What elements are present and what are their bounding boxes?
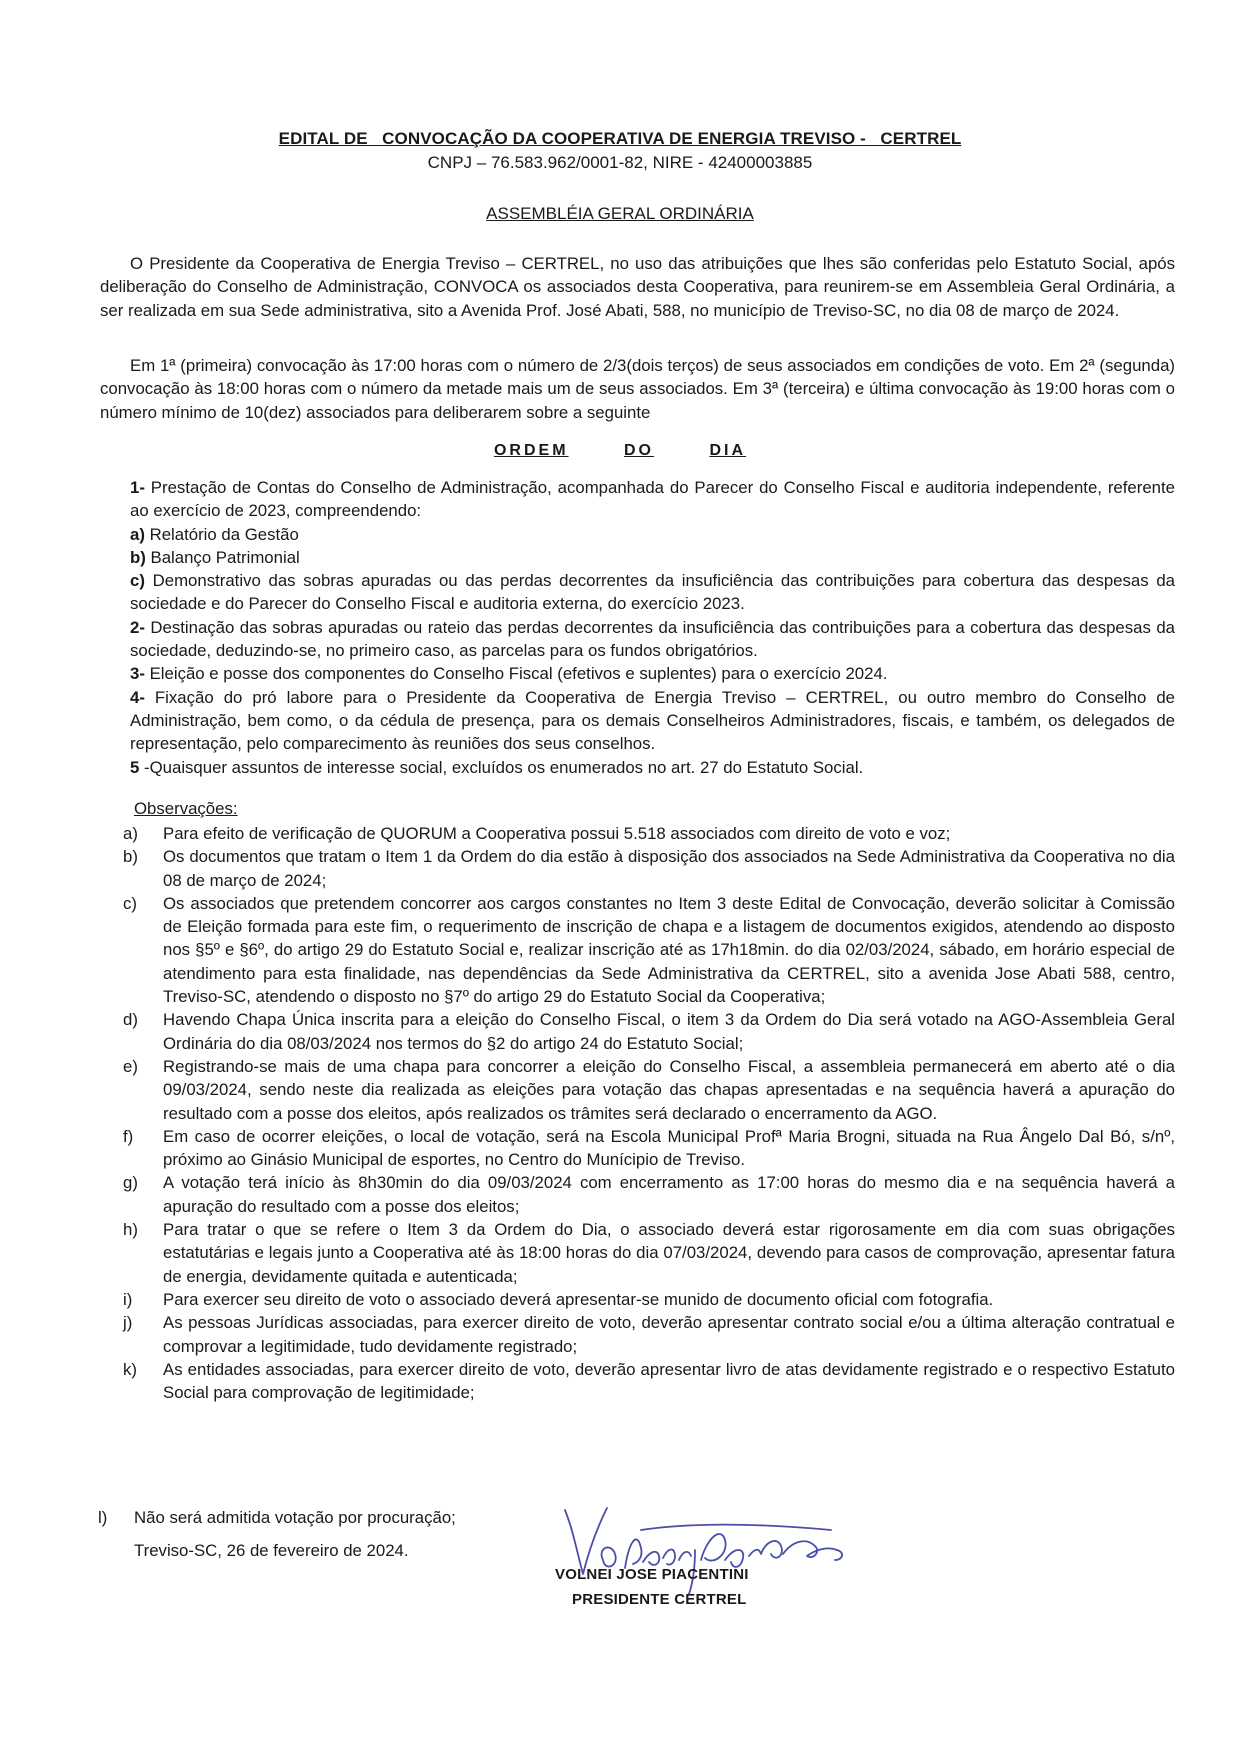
agenda-subitem-b bbox=[130, 546, 1175, 569]
agenda-heading bbox=[0, 442, 1240, 460]
observation-item bbox=[123, 1218, 1175, 1288]
agenda-subitem-letter: a) bbox=[130, 524, 145, 544]
place-and-date: Treviso-SC, 26 de fevereiro de 2024. bbox=[134, 1541, 409, 1560]
observation-item-last bbox=[98, 1508, 456, 1528]
agenda-subitem-a bbox=[130, 523, 1175, 546]
agenda-item-text: Prestação de Contas do Conselho de Administração, acompanhada do Parecer do Conselho Fiscal e auditoria independente, referente ao exercício de 2023, compreendendo: bbox=[130, 478, 1175, 521]
agenda-item-number: 4- bbox=[130, 687, 145, 707]
agenda-item-number: 1- bbox=[130, 478, 145, 497]
agenda-item-5 bbox=[130, 756, 1175, 779]
observation-item bbox=[123, 1008, 1175, 1055]
observations-title: Observações: bbox=[134, 799, 238, 818]
observation-letter: i) bbox=[123, 1289, 133, 1309]
agenda-heading-word: DO bbox=[624, 442, 654, 459]
agenda-items bbox=[130, 476, 1175, 779]
agenda-item-4 bbox=[130, 686, 1175, 756]
observation-letter: l) bbox=[98, 1508, 108, 1527]
agenda-subitem-letter: c) bbox=[130, 571, 145, 591]
observation-item bbox=[123, 845, 1175, 892]
observation-item bbox=[123, 822, 1175, 845]
observation-letter: f) bbox=[123, 1126, 134, 1146]
observation-letter: j) bbox=[123, 1313, 133, 1333]
observation-item bbox=[123, 1171, 1175, 1218]
agenda-subitem-text: Relatório da Gestão bbox=[144, 524, 299, 544]
observation-letter: d) bbox=[123, 1010, 138, 1030]
observation-text: A votação terá início às 8h30min do dia 09/03/2024 com encerramento as 17:00 horas do mesmo dia e na sequência haverá a apuração do resultado com a posse dos eleitos; bbox=[163, 1173, 1175, 1216]
agenda-item-text: -Quaisquer assuntos de interesse social, excluídos os enumerados no art. 27 do Estatuto Social. bbox=[139, 757, 864, 777]
agenda-heading-word: ORDEM bbox=[493, 442, 569, 459]
agenda-item-2 bbox=[130, 616, 1175, 663]
observation-item bbox=[123, 1311, 1175, 1358]
agenda-item-text: Destinação das sobras apuradas ou rateio das perdas decorrentes da insuficiência das contribuições para a cobertura das despesas da sociedade, deduzindo-se, no primeiro caso, as parcelas para os fundos obrigatórios. bbox=[130, 617, 1175, 661]
observation-text: Os documentos que tratam o Item 1 da Ordem do dia estão à disposição dos associados na Sede Administrativa da Cooperativa no dia 08 de março de 2024; bbox=[163, 847, 1175, 890]
agenda-item-number: 2- bbox=[130, 617, 145, 637]
observation-text: Para exercer seu direito de voto o associado deverá apresentar-se munido de documento oficial com fotografia. bbox=[163, 1289, 994, 1309]
observation-item bbox=[123, 1055, 1175, 1125]
agenda-subitem-c bbox=[130, 569, 1175, 616]
agenda-item-text: Fixação do pró labore para o Presidente da Cooperativa de Energia Treviso – CERTREL, ou outro membro do Conselho de Administração, bem como, o da cédula de presença, para os demais Conselheiros Administradores, fiscais, e também, os delegados de representação, pelo comparecimento às reuniões dos seus conselhos. bbox=[130, 687, 1175, 754]
registration-numbers: CNPJ – 76.583.962/0001-82, NIRE - 42400003885 bbox=[427, 153, 813, 172]
observation-item bbox=[123, 1125, 1175, 1172]
agenda-item-3 bbox=[130, 662, 1175, 685]
agenda-item-1 bbox=[130, 476, 1175, 523]
observation-text: Registrando-se mais de uma chapa para concorrer a eleição do Conselho Fiscal, a assembleia permanecerá em aberto até o dia 09/03/2024, sendo neste dia realizada as eleições para votação das chapas apresentadas e na sequência haverá a apuração do resultado com a posse dos eleitos, após realizados os trâmites será declarado o encerramento da AGO. bbox=[163, 1056, 1175, 1123]
observation-item bbox=[123, 892, 1175, 1008]
agenda-item-number: 3- bbox=[130, 664, 145, 684]
observation-text: Em caso de ocorrer eleições, o local de votação, será na Escola Municipal Profª Maria Brogni, situada na Rua Ângelo Dal Bó, s/nº, próximo ao Ginásio Municipal de esportes, no Centro do Munícipio de Treviso. bbox=[163, 1126, 1175, 1170]
observation-letter: h) bbox=[123, 1220, 138, 1240]
observation-item bbox=[123, 1288, 1175, 1311]
observation-item bbox=[123, 1358, 1175, 1405]
observation-text: Os associados que pretendem concorrer aos cargos constantes no Item 3 deste Edital de Convocação, deverão solicitar à Comissão de Eleição formada para este fim, o requerimento de inscrição de chapa e a listagem de documentos exigidos, atendendo ao disposto nos §5º e §6º, do artigo 29 do Estatuto Social e, realizar inscrição até as 17h18min. do dia 02/03/2024, sábado, em horário especial de atendimento para esta finalidade, nas dependências da Sede Administrativa da CERTREL, sito a avenida Jose Abati 588, centro, Treviso-SC, atendendo o disposto no §7º do artigo 29 do Estatuto Social da Cooperativa; bbox=[163, 893, 1175, 1007]
observation-text: Para efeito de verificação de QUORUM a Cooperativa possui 5.518 associados com direito de voto e voz; bbox=[163, 824, 951, 843]
observation-letter: c) bbox=[123, 893, 137, 913]
signatory-name: VOLNEI JOSE PIACENTINI bbox=[555, 1566, 749, 1583]
observation-letter: a) bbox=[123, 824, 138, 843]
observations-list bbox=[123, 822, 1175, 1404]
observation-letter: g) bbox=[123, 1173, 138, 1193]
observation-text: Para tratar o que se refere o Item 3 da Ordem do Dia, o associado deverá estar rigorosamente em dia com suas obrigações estatutárias e legais junto a Cooperativa até às 18:00 horas do dia 07/03/2024, devendo para casos de comprovação, apresentar fatura de energia, devidamente quitada e autenticada; bbox=[163, 1220, 1175, 1286]
agenda-subitem-letter: b) bbox=[130, 547, 146, 567]
observation-text: Havendo Chapa Única inscrita para a eleição do Conselho Fiscal, o item 3 da Ordem do Dia será votado na AGO-Assembleia Geral Ordinária do dia 08/03/2024 nos termos do §2 do artigo 24 do Estatuto Social; bbox=[163, 1010, 1175, 1053]
observation-text: Não será admitida votação por procuração; bbox=[134, 1508, 456, 1527]
observation-letter: k) bbox=[123, 1359, 137, 1379]
agenda-item-text: Eleição e posse dos componentes do Conselho Fiscal (efetivos e suplentes) para o exercício 2024. bbox=[144, 664, 888, 684]
handwritten-signature bbox=[545, 1490, 875, 1600]
document-title: EDITAL DE CONVOCAÇÃO DA COOPERATIVA DE ENERGIA TREVISO - CERTREL bbox=[278, 129, 962, 148]
agenda-subitem-text: Demonstrativo das sobras apuradas ou das perdas decorrentes da insuficiência das contribuições para cobertura das despesas da sociedade e do Parecer do Conselho Fiscal e auditoria externa, do exercício 2023. bbox=[130, 571, 1175, 614]
intro-paragraph-1: O Presidente da Cooperativa de Energia Treviso – CERTREL, no uso das atribuições que lhes são conferidas pelo Estatuto Social, após deliberação do Conselho de Administração, CONVOCA os associados desta Cooperativa, para reunirem-se em Assembleia Geral Ordinária, a ser realizada em sua Sede administrativa, sito a Avenida Prof. José Abati, 588, no município de Treviso-SC, no dia 08 de março de 2024. bbox=[100, 254, 1175, 320]
observation-letter: e) bbox=[123, 1056, 138, 1076]
agenda-subitem-text: Balanço Patrimonial bbox=[145, 547, 300, 567]
intro-paragraph-2: Em 1ª (primeira) convocação às 17:00 horas com o número de 2/3(dois terços) de seus associados em condições de voto. Em 2ª (segunda) convocação às 18:00 horas com o número da metade mais um de seus associados. Em 3ª (terceira) e última convocação às 19:00 horas com o número mínimo de 10(dez) associados para deliberarem sobre a seguinte bbox=[100, 356, 1175, 422]
assembly-heading: ASSEMBLÉIA GERAL ORDINÁRIA bbox=[486, 204, 754, 223]
observation-text: As pessoas Jurídicas associadas, para exercer direito de voto, deverão apresentar contrato social e/ou a última alteração contratual e comprovar a legitimidade, tudo devidamente registrado; bbox=[163, 1313, 1175, 1356]
observation-letter: b) bbox=[123, 847, 138, 867]
agenda-heading-word: DIA bbox=[709, 442, 747, 459]
signatory-role: PRESIDENTE CERTREL bbox=[572, 1591, 747, 1608]
agenda-item-number: 5 bbox=[130, 757, 140, 777]
observation-text: As entidades associadas, para exercer direito de voto, deverão apresentar livro de atas devidamente registrado e o respectivo Estatuto Social para comprovação de legitimidade; bbox=[163, 1359, 1175, 1403]
